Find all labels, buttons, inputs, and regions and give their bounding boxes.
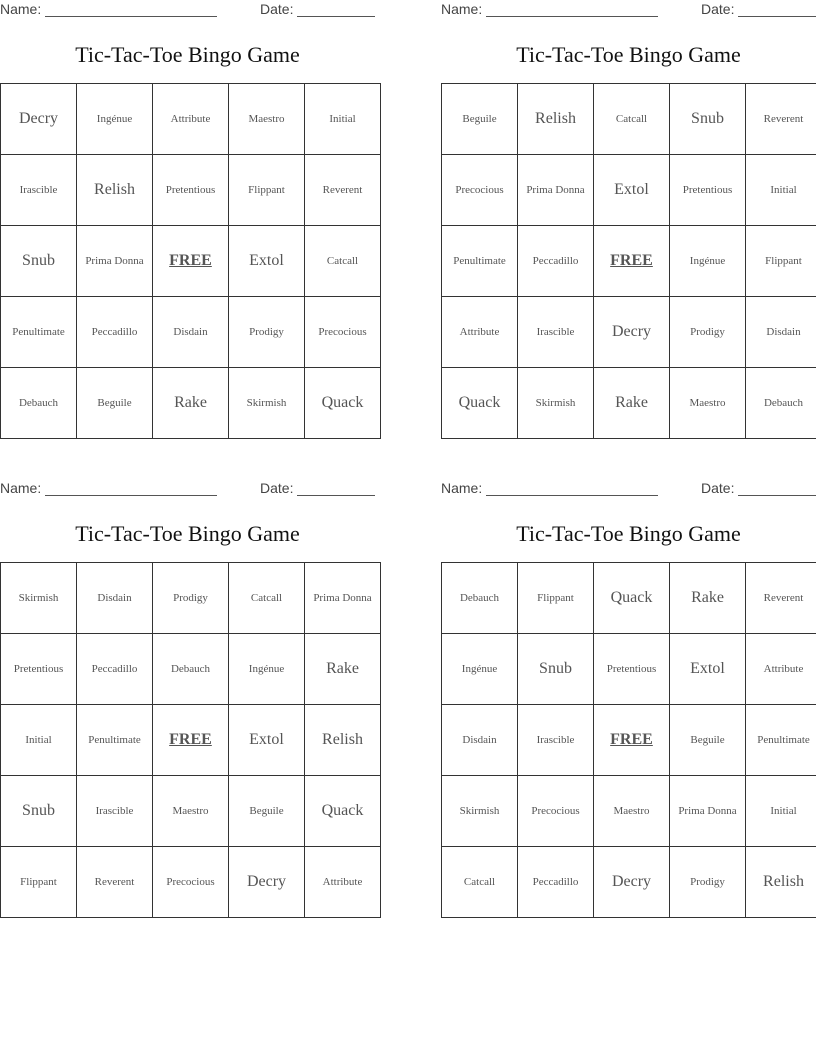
bingo-cell[interactable]: Extol — [229, 705, 305, 776]
bingo-cell[interactable]: Relish — [77, 155, 153, 226]
bingo-cell[interactable]: Penultimate — [1, 297, 77, 368]
bingo-cell[interactable]: Flippant — [518, 563, 594, 634]
card-title: Tic-Tac-Toe Bingo Game — [75, 42, 300, 67]
bingo-card — [0, 479, 375, 914]
bingo-cell[interactable]: Initial — [746, 155, 816, 226]
bingo-cell[interactable]: Initial — [1, 705, 77, 776]
bingo-cell[interactable]: Peccadillo — [518, 847, 594, 918]
bingo-cell[interactable]: Flippant — [229, 155, 305, 226]
bingo-cell[interactable]: Reverent — [746, 84, 816, 155]
bingo-cell[interactable]: Relish — [746, 847, 816, 918]
bingo-cell[interactable]: Reverent — [305, 155, 381, 226]
bingo-cell[interactable]: Extol — [670, 634, 746, 705]
name-field[interactable] — [486, 1, 658, 17]
bingo-cell[interactable]: Ingénue — [77, 84, 153, 155]
bingo-cell[interactable]: Beguile — [77, 368, 153, 439]
bingo-cell[interactable]: Debauch — [1, 368, 77, 439]
bingo-cell[interactable]: Flippant — [746, 226, 816, 297]
bingo-cell[interactable]: Peccadillo — [518, 226, 594, 297]
bingo-cell[interactable]: Attribute — [442, 297, 518, 368]
bingo-cell[interactable]: Maestro — [594, 776, 670, 847]
bingo-cell[interactable]: Extol — [594, 155, 670, 226]
bingo-cell[interactable]: Skirmish — [229, 368, 305, 439]
bingo-cell[interactable]: Prodigy — [670, 847, 746, 918]
bingo-cell[interactable]: Decry — [1, 84, 77, 155]
bingo-cell[interactable]: Snub — [1, 226, 77, 297]
bingo-cell[interactable]: Beguile — [670, 705, 746, 776]
date-label: Date: — [701, 480, 735, 496]
name-label: Name: — [0, 480, 42, 496]
bingo-cell[interactable]: Attribute — [305, 847, 381, 918]
bingo-cell[interactable]: Rake — [153, 368, 229, 439]
bingo-cell[interactable]: Irascible — [77, 776, 153, 847]
bingo-cell[interactable]: Beguile — [442, 84, 518, 155]
card-title: Tic-Tac-Toe Bingo Game — [516, 521, 741, 546]
bingo-cell[interactable]: Disdain — [153, 297, 229, 368]
card-title: Tic-Tac-Toe Bingo Game — [516, 42, 741, 67]
bingo-cell[interactable]: Rake — [305, 634, 381, 705]
bingo-cell[interactable]: Snub — [670, 84, 746, 155]
bingo-cell[interactable]: Maestro — [229, 84, 305, 155]
bingo-cell[interactable]: Debauch — [153, 634, 229, 705]
free-cell[interactable]: FREE — [153, 226, 229, 297]
bingo-cell[interactable]: Rake — [594, 368, 670, 439]
bingo-cell[interactable]: Ingénue — [442, 634, 518, 705]
bingo-cell[interactable]: Precocious — [305, 297, 381, 368]
bingo-cell[interactable]: Debauch — [442, 563, 518, 634]
bingo-cell[interactable]: Pretentious — [594, 634, 670, 705]
bingo-grid — [0, 562, 381, 918]
bingo-cell[interactable]: Relish — [305, 705, 381, 776]
bingo-cell[interactable]: Snub — [518, 634, 594, 705]
name-label: Name: — [441, 1, 483, 17]
bingo-cell[interactable]: Penultimate — [442, 226, 518, 297]
bingo-cell[interactable]: Prima Donna — [305, 563, 381, 634]
date-field[interactable] — [738, 480, 816, 496]
bingo-cell[interactable]: Disdain — [746, 297, 816, 368]
bingo-card — [0, 0, 375, 435]
name-field[interactable] — [486, 480, 658, 496]
name-label: Name: — [0, 1, 42, 17]
bingo-cell[interactable]: Extol — [229, 226, 305, 297]
bingo-grid — [0, 83, 381, 439]
card-header — [441, 480, 816, 500]
bingo-cell[interactable]: Prodigy — [670, 297, 746, 368]
free-cell[interactable]: FREE — [594, 226, 670, 297]
bingo-cell[interactable]: Pretentious — [153, 155, 229, 226]
name-field[interactable] — [45, 1, 217, 17]
card-header — [0, 480, 375, 500]
card-header — [441, 1, 816, 21]
bingo-cell[interactable]: Quack — [305, 776, 381, 847]
card-header — [0, 1, 375, 21]
bingo-card — [441, 479, 816, 914]
bingo-cell[interactable]: Disdain — [442, 705, 518, 776]
name-field[interactable] — [45, 480, 217, 496]
bingo-cell[interactable]: Precocious — [442, 155, 518, 226]
bingo-cell[interactable]: Prodigy — [229, 297, 305, 368]
bingo-cell[interactable]: Prodigy — [153, 563, 229, 634]
bingo-cell[interactable]: Beguile — [229, 776, 305, 847]
bingo-grid — [441, 562, 816, 918]
date-field[interactable] — [738, 1, 816, 17]
bingo-cell[interactable]: Reverent — [746, 563, 816, 634]
bingo-cell[interactable]: Penultimate — [746, 705, 816, 776]
bingo-cell[interactable]: Quack — [442, 368, 518, 439]
bingo-card — [441, 0, 816, 435]
name-label: Name: — [441, 480, 483, 496]
bingo-cell[interactable]: Pretentious — [670, 155, 746, 226]
bingo-cell[interactable]: Ingénue — [670, 226, 746, 297]
bingo-cell[interactable]: Catcall — [229, 563, 305, 634]
bingo-cell[interactable]: Debauch — [746, 368, 816, 439]
bingo-cell[interactable]: Catcall — [305, 226, 381, 297]
bingo-cell[interactable]: Quack — [594, 563, 670, 634]
bingo-cell[interactable]: Precocious — [153, 847, 229, 918]
bingo-cell[interactable]: Reverent — [77, 847, 153, 918]
bingo-cell[interactable]: Irascible — [518, 297, 594, 368]
card-title: Tic-Tac-Toe Bingo Game — [75, 521, 300, 546]
bingo-cell[interactable]: Initial — [746, 776, 816, 847]
bingo-cell[interactable]: Peccadillo — [77, 634, 153, 705]
date-label: Date: — [260, 1, 294, 17]
bingo-cell[interactable]: Attribute — [153, 84, 229, 155]
bingo-cell[interactable]: Skirmish — [1, 563, 77, 634]
bingo-cell[interactable]: Decry — [594, 847, 670, 918]
bingo-cell[interactable]: Ingénue — [229, 634, 305, 705]
bingo-cell[interactable]: Rake — [670, 563, 746, 634]
bingo-cell[interactable]: Relish — [518, 84, 594, 155]
bingo-cell[interactable]: Prima Donna — [670, 776, 746, 847]
bingo-cell[interactable]: Pretentious — [1, 634, 77, 705]
bingo-cell[interactable]: Disdain — [77, 563, 153, 634]
bingo-cell[interactable]: Maestro — [153, 776, 229, 847]
bingo-cell[interactable]: Flippant — [1, 847, 77, 918]
bingo-cell[interactable]: Peccadillo — [77, 297, 153, 368]
bingo-cell[interactable]: Catcall — [594, 84, 670, 155]
bingo-cell[interactable]: Irascible — [518, 705, 594, 776]
bingo-cell[interactable]: Maestro — [670, 368, 746, 439]
bingo-cell[interactable]: Snub — [1, 776, 77, 847]
bingo-cell[interactable]: Attribute — [746, 634, 816, 705]
free-cell[interactable]: FREE — [153, 705, 229, 776]
bingo-cell[interactable]: Initial — [305, 84, 381, 155]
bingo-cell[interactable]: Skirmish — [442, 776, 518, 847]
bingo-cell[interactable]: Prima Donna — [518, 155, 594, 226]
bingo-cell[interactable]: Catcall — [442, 847, 518, 918]
date-field[interactable] — [297, 480, 375, 496]
bingo-grid — [441, 83, 816, 439]
free-cell[interactable]: FREE — [594, 705, 670, 776]
bingo-cell[interactable]: Prima Donna — [77, 226, 153, 297]
date-label: Date: — [701, 1, 735, 17]
bingo-cell[interactable]: Decry — [594, 297, 670, 368]
bingo-cell[interactable]: Irascible — [1, 155, 77, 226]
date-field[interactable] — [297, 1, 375, 17]
date-label: Date: — [260, 480, 294, 496]
bingo-cell[interactable]: Precocious — [518, 776, 594, 847]
bingo-cell[interactable]: Skirmish — [518, 368, 594, 439]
bingo-cell[interactable]: Penultimate — [77, 705, 153, 776]
bingo-cell[interactable]: Decry — [229, 847, 305, 918]
bingo-cell[interactable]: Quack — [305, 368, 381, 439]
